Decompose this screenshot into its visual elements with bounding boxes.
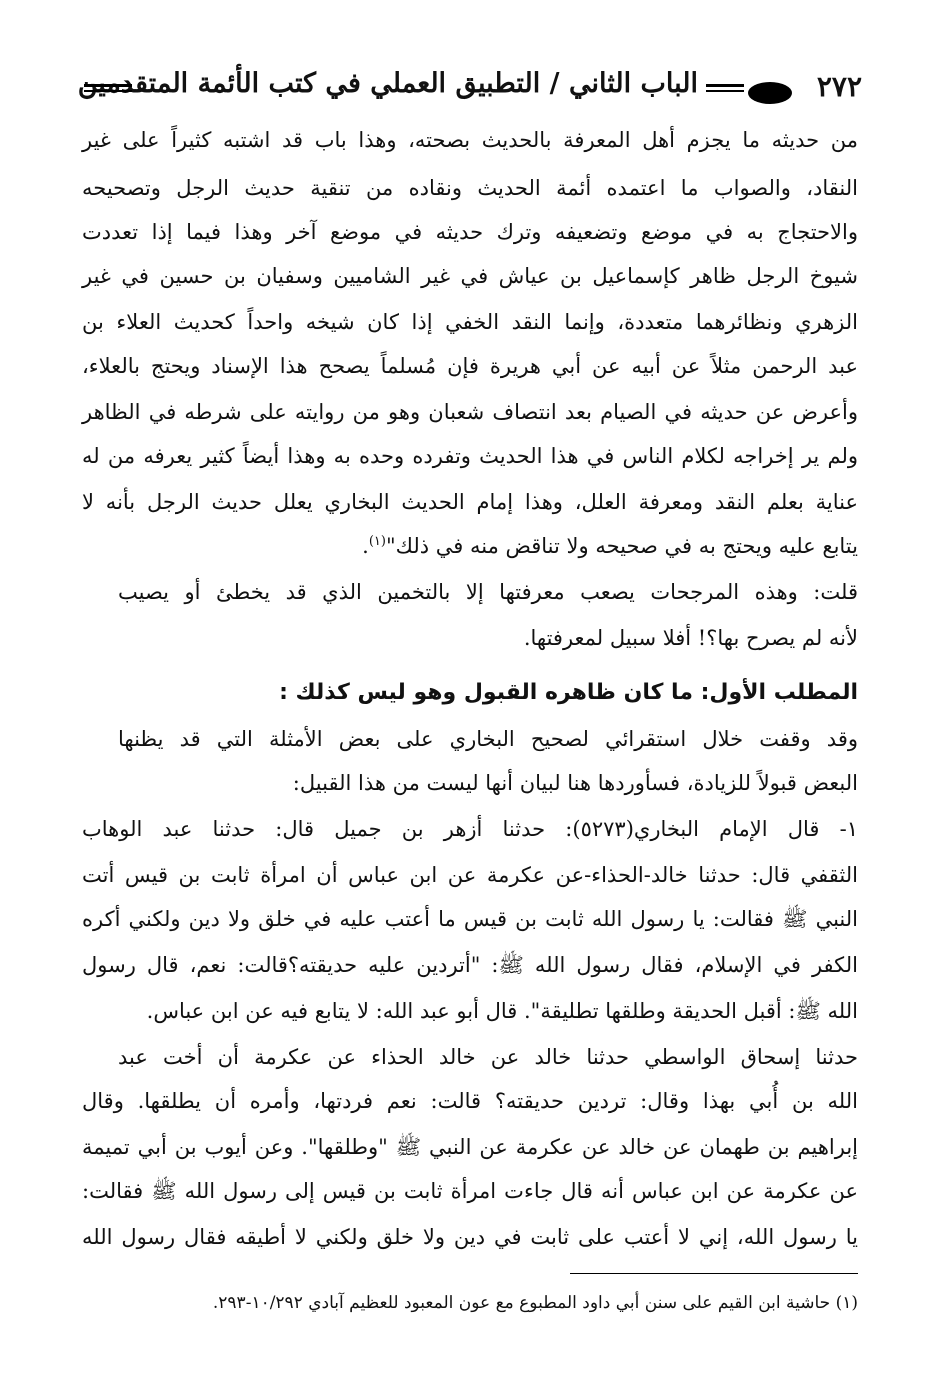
body-line: وأعرض عن حديثه في الصيام بعد انتصاف شعبان وهو من روايته على شرطه في الظاهر	[82, 400, 858, 424]
body-line: البعض قبولاً للزيادة، فسأوردها هنا لبيان أنها ليست من هذا القبيل:	[292, 771, 858, 795]
footnote-reference: (١)	[368, 534, 386, 549]
section-heading: المطلب الأول: ما كان ظاهره القبول وهو ليس كذلك :	[279, 680, 858, 705]
body-line: الزهري ونظائرهما متعددة، وإنما النقد الخفي إذا كان شيخه واحداً كحديث العلاء بن	[82, 310, 858, 334]
body-line: الكفر في الإسلام، فقال رسول الله ﷺ: "أتردين عليه حديقته؟قالت: نعم، قال رسول	[82, 953, 858, 977]
body-line: شيوخ الرجل ظاهر كإسماعيل بن عياش في غير الشاميين وسفيان بن حسين في غير	[82, 264, 858, 288]
body-line: ولم ير إخراجه لكلام الناس في هذا الحديث وتفرده وحده به وهذا أيضاً كثير يعرفه من له	[82, 444, 858, 468]
header-title: الباب الثاني / التطبيق العملي في كتب الأئمة المتقدمين	[77, 68, 698, 99]
body-line: النبي ﷺ فقالت: يا رسول الله ثابت بن قيس ما أعتب عليه في خلق ولا دين ولكني أكره	[82, 907, 858, 931]
body-line: يتابع عليه ويحتج به في صحيحه ولا تناقض منه في ذلك"$^{(١)}$.	[362, 534, 858, 558]
body-line: يا رسول الله، إني لا أعتب على ثابت في دين ولا خلق ولكني لا أطيقه فقال رسول الله	[82, 1225, 858, 1249]
footnote: (١) حاشية ابن القيم على سنن أبي داود المطبوع مع عون المعبود للعظيم آبادي ١٠/٢٩٢-٢٩٣.	[212, 1293, 858, 1313]
body-line: قلت: وهذه المرجحات يصعب معرفتها إلا بالتخمين الذي قد يخطئ أو يصيب	[118, 580, 858, 604]
body-line: لأنه لم يصرح بها؟! أفلا سبيل لمعرفتها.	[523, 626, 858, 650]
body-line: عبد الرحمن مثلاً عن أبيه عن أبي هريرة فإن مُسلماً يصحح هذا الإسناد ويحتج بالعلاء،	[82, 354, 858, 378]
body-line: وقد وقفت خلال استقرائي لصحيح البخاري على بعض الأمثلة التي قد يظنها	[118, 727, 858, 751]
body-line: ١- قال الإمام البخاري(٥٢٧٣): حدثنا أزهر بن جميل قال: حدثنا عبد الوهاب	[82, 817, 859, 841]
body-line: النقاد، والصواب ما اعتمده أئمة الحديث ونقاده من تنقية حديث الرجل وتصحيحه	[82, 176, 858, 200]
body-line: الله ﷺ: أقبل الحديقة وطلقها تطليقة". قال أبو عبد الله: لا يتابع فيه عن ابن عباس.	[146, 999, 858, 1023]
body-line: عناية بعلم النقد ومعرفة العلل، وهذا إمام الحديث البخاري يعلل حديث الرجل بأنه لا	[82, 490, 858, 514]
body-line: من حديثه ما يجزم أهل المعرفة بالحديث بصحته، وهذا باب قد اشتبه كثيراً على غير	[82, 128, 858, 152]
body-line: الله بن أُبي بهذا وقال: تردين حديقته؟ قالت: نعم فردتها، وأمره أن يطلقها. وقال	[82, 1089, 858, 1113]
body-line: والاحتجاج به في موضع وتضعيفه وترك حديثه في موضع آخر وهذا فيما إذا تعددت	[82, 220, 858, 244]
body-line: إبراهيم بن طهمان عن خالد عن عكرمة عن النبي ﷺ "وطلقها". وعن أيوب بن أبي تميمة	[82, 1135, 858, 1159]
header-rule-left	[84, 84, 132, 92]
body-line: عن عكرمة عن ابن عباس أنه قال جاءت امرأة ثابت بن قيس إلى رسول الله ﷺ فقالت:	[82, 1179, 858, 1203]
body-line-text: يتابع عليه ويحتج به في صحيحه ولا تناقض منه في ذلك"	[385, 534, 858, 558]
footnote-separator	[570, 1273, 858, 1274]
body-line: الثقفي قال: حدثنا خالد-الحذاء-عن عكرمة عن ابن عباس أن امرأة ثابت بن قيس أتت	[82, 863, 858, 887]
header-ornament-blob	[748, 82, 792, 104]
header-rule-right	[706, 84, 744, 92]
running-header	[77, 68, 862, 112]
body-line: حدثنا إسحاق الواسطي حدثنا خالد عن خالد الحذاء عن عكرمة أن أخت عبد	[118, 1045, 858, 1069]
page-number: ٢٧٢	[816, 70, 862, 103]
